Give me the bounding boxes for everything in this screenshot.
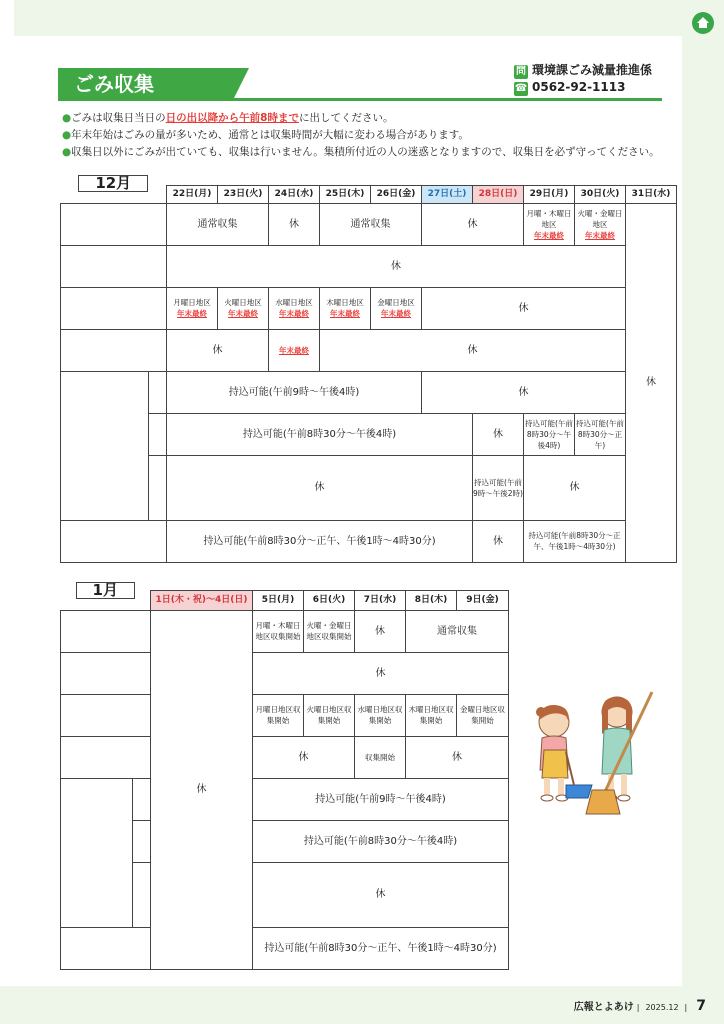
category-plastic: プラスチック [61,694,151,736]
date-header: 31日(水) [626,185,677,203]
cell-rest: 休 [269,203,320,245]
cell-collection-start: 火曜日地区収集開始 [304,694,355,736]
date-header: 6日(火) [304,590,355,610]
title-underline [58,98,662,101]
cell-collection-start: 金曜日地区収集開始 [457,694,509,736]
category-nonburnable: 燃えないごみ [61,245,167,287]
category-resource: 資源 (直接持込) [61,778,133,927]
cell-rest: 休 [167,329,269,371]
children-sweeping-illustration [522,690,662,820]
cell-final-collection: 月曜日地区 年末最終 [167,287,218,329]
category-nonburnable: 燃えないごみ [61,652,151,694]
cell-bring-in-short: 持込可能(午前8時30分〜正午、午後1時〜4時30分) [524,520,626,562]
date-header: 24日(水) [269,185,320,203]
inquiry-badge: 問 [516,66,526,77]
cell-rest: 休 [473,413,524,455]
resource-cleaning-office: 清掃事務所 [149,371,167,413]
month-label: 12月 [61,165,167,203]
note-item: ●ごみは収集日当日の日の出以降から午前8時までに出してください。 [62,112,394,124]
cell-final-collection: 火曜・金曜日地区 年末最終 [575,203,626,245]
cell-collection-start: 収集開始 [355,736,406,778]
cell-rest: 休 [524,455,626,520]
cell-collection-start: 水曜日地区収集開始 [355,694,406,736]
cell-normal-collection: 通常収集 [167,203,269,245]
page-frame-top [14,0,710,36]
category-resource: 資源 (直接持込) [61,371,149,520]
cell-bring-in: 持込可能(午前9時〜午後4時) [167,371,422,413]
home-icon[interactable] [692,12,714,34]
cell-rest: 休 [422,203,524,245]
category-burnable: 燃えるごみ [61,610,151,652]
date-header-sunday: 28日(日) [473,185,524,203]
note-item: ●収集日以外にごみが出ていても、収集は行いません。集積所付近の人の迷惑となりますので、収集日を必ず守ってください。 [62,146,660,158]
cell-rest: 休 [406,736,509,778]
december-schedule-table [60,165,677,563]
category-plastic: プラスチック [61,287,167,329]
cell-normal-collection: 通常収集 [406,610,509,652]
cell-final-collection: 月曜・木曜日地区 年末最終 [524,203,575,245]
cell-rest: 休 [422,371,626,413]
cell-bring-in: 持込可能(午前8時30分〜正午、午後1時〜4時30分) [167,520,473,562]
date-header: 7日(水) [355,590,406,610]
date-header: 26日(金) [371,185,422,203]
cell-rest-31: 休 [626,203,677,562]
cell-collection-start: 木曜日地区収集開始 [406,694,457,736]
cell-rest: 休 [253,652,509,694]
date-header: 25日(木) [320,185,371,203]
notes-list [62,110,662,161]
date-header-holiday: 1日(木・祝)〜4日(日) [151,590,253,610]
note-item: ●年末年始はごみの量が多いため、通常とは収集時間が大幅に変わる場合があります。 [62,129,469,141]
cell-final-collection: 年末最終 [269,329,320,371]
cell-rest: 休 [167,245,626,287]
category-green-center: 東部知多クリーンセンター [61,520,167,562]
cell-bring-in-short: 持込可能(午前9時〜午後2時) [473,455,524,520]
cell-final-collection: 火曜日地区 年末最終 [218,287,269,329]
cell-collection-start: 月曜・木曜日地区収集開始 [253,610,304,652]
category-bulky: 粗大ごみ(要予約) [61,736,151,778]
phone-icon: ☎ [514,83,528,94]
date-header: 8日(木) [406,590,457,610]
date-header: 23日(火) [218,185,269,203]
contact-phone[interactable]: 0562-92-1113 [532,80,626,94]
resource-nakanishi: ㈱中西 [149,413,167,455]
page-footer: 広報とよあけ | 2025.12 | 7 [573,998,706,1014]
category-bulky: 粗大ごみ(要予約) [61,329,167,371]
page-frame-right [682,0,724,1024]
cell-rest: 休 [253,736,355,778]
page-number: 7 [696,998,706,1014]
cell-bring-in: 持込可能(午前9時〜午後4時) [253,778,509,820]
cell-normal-collection: 通常収集 [320,203,422,245]
cell-rest: 休 [320,329,626,371]
page-title: ごみ収集 [58,68,233,100]
cell-bring-in: 持込可能(午前8時30分〜午後4時) [167,413,473,455]
issue-date: 2025.12 [645,1003,679,1012]
resource-cleaning-office: 清掃事務所 [133,778,151,820]
date-header: 9日(金) [457,590,509,610]
cell-collection-start: 火曜・金曜日地区収集開始 [304,610,355,652]
cell-final-collection: 金曜日地区 年末最終 [371,287,422,329]
cell-bring-in-short: 持込可能(午前8時30分〜正午) [575,413,626,455]
cell-bring-in: 持込可能(午前8時30分〜午後4時) [253,820,509,862]
resource-nakanishi: ㈱中西 [133,820,151,862]
cell-final-collection: 水曜日地区 年末最終 [269,287,320,329]
cell-rest-new-year: 休 [151,610,253,969]
magazine-name: 広報とよあけ [573,1002,634,1013]
date-header-saturday: 27日(土) [422,185,473,203]
category-green-center: 東部知多クリーンセンター [61,927,151,969]
cell-collection-start: 月曜日地区収集開始 [253,694,304,736]
cell-rest: 休 [473,520,524,562]
cell-bring-in-short: 持込可能(午前8時30分〜午後4時) [524,413,575,455]
month-label: 1月 [61,572,151,610]
cell-rest: 休 [422,287,626,329]
contact-dept: 環境課ごみ減量推進係 [532,63,653,77]
january-schedule-table [60,572,509,970]
resource-city-hall-parking: 市役所正面駐車場(電話ボックス付近) [133,862,150,927]
date-header: 22日(月) [167,185,218,203]
cell-bring-in: 持込可能(午前8時30分〜正午、午後1時〜4時30分) [253,927,509,969]
cell-rest: 休 [167,455,473,520]
contact-info [514,62,652,96]
date-header: 30日(火) [575,185,626,203]
date-header: 5日(月) [253,590,304,610]
resource-city-hall-parking: 市役所正面駐車場(電話ボックス付近) [149,455,166,520]
category-burnable: 燃えるごみ [61,203,167,245]
cell-final-collection: 木曜日地区 年末最終 [320,287,371,329]
cell-rest: 休 [355,610,406,652]
date-header: 29日(月) [524,185,575,203]
cell-rest: 休 [253,862,509,927]
